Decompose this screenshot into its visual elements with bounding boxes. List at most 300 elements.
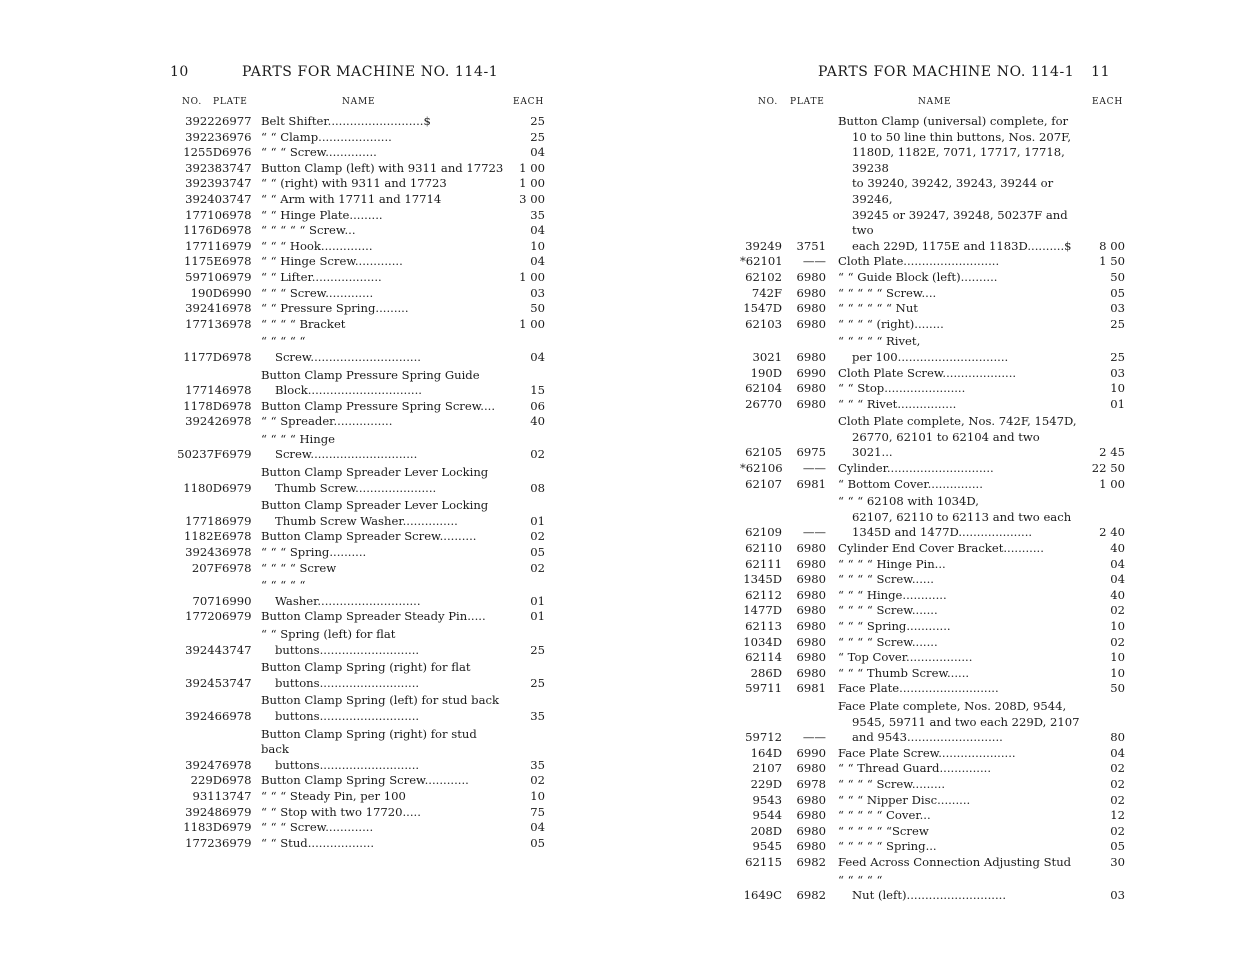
unit-price: 04 — [530, 254, 545, 269]
unit-price: 10 — [1110, 381, 1125, 396]
part-name-line: “ “ “ Screw............. — [261, 820, 374, 835]
part-name — [838, 808, 1083, 824]
part-number: 1175E — [184, 254, 222, 269]
unit-price: 04 — [530, 820, 545, 835]
part-number: 742F — [751, 285, 782, 300]
table-row — [740, 317, 1130, 333]
column-header-no: NO. — [758, 97, 778, 107]
part-name — [261, 578, 505, 609]
part-name-line: “ “ Spreader................ — [261, 414, 393, 429]
part-name — [838, 477, 1083, 493]
part-number: 7071 — [192, 593, 222, 608]
plate-number: 6978 — [222, 773, 252, 788]
plate-number: 6979 — [222, 609, 252, 624]
part-name-line: “ “ “ “ “ Screw... — [261, 223, 356, 238]
unit-price: 1 00 — [519, 269, 545, 284]
unit-price: 02 — [530, 560, 545, 575]
part-name — [261, 399, 505, 415]
part-number: 1176D — [183, 223, 222, 238]
part-number: 62110 — [745, 541, 782, 556]
part-name-line: “ “ Stop with two 17720..... — [261, 804, 421, 819]
part-name — [838, 366, 1083, 382]
part-name-line: “ “ “ Steady Pin, per 100 — [261, 788, 406, 803]
plate-number: 6980 — [796, 381, 826, 396]
plate-number: 6980 — [796, 316, 826, 331]
part-number: 39223 — [185, 129, 222, 144]
table-row — [740, 381, 1130, 397]
part-number: 17718 — [185, 513, 222, 528]
page-number: 11 — [1091, 64, 1110, 80]
part-number: 9543 — [752, 792, 782, 807]
part-name-line: “ “ “ Hinge............ — [838, 587, 947, 602]
part-name — [838, 588, 1083, 604]
table-row — [740, 635, 1130, 651]
table-row — [160, 660, 560, 691]
table-row — [740, 286, 1130, 302]
unit-price: 25 — [1110, 349, 1125, 364]
part-name-line: “ Top Cover.................. — [838, 650, 973, 665]
unit-price: 25 — [1110, 316, 1125, 331]
unit-price: 04 — [530, 223, 545, 238]
unit-price: 02 — [1110, 823, 1125, 838]
part-number: 39222 — [185, 114, 222, 128]
unit-price: 06 — [530, 398, 545, 413]
unit-price: 01 — [530, 609, 545, 624]
part-name-line: “ “ “ “ (right)........ — [838, 316, 944, 331]
part-name — [261, 465, 505, 496]
part-name — [838, 461, 1083, 477]
table-row — [740, 603, 1130, 619]
part-name — [261, 805, 505, 821]
table-row — [740, 619, 1130, 635]
plate-number: 6980 — [796, 301, 826, 316]
plate-number: 6978 — [222, 349, 252, 364]
part-name-line: “ “ “ “ Bracket — [261, 316, 346, 331]
part-number: 190D — [750, 365, 782, 380]
plate-number: 6990 — [796, 365, 826, 380]
table-row — [160, 192, 560, 208]
unit-price: 8 00 — [1099, 238, 1125, 253]
part-name — [261, 727, 505, 774]
table-row — [160, 254, 560, 270]
part-number: 39239 — [185, 176, 222, 191]
part-name — [838, 254, 1083, 270]
unit-price: 75 — [530, 804, 545, 819]
table-row — [740, 397, 1130, 413]
unit-price: 03 — [1110, 301, 1125, 316]
plate-number: 6978 — [222, 757, 252, 772]
table-row — [160, 545, 560, 561]
plate-number: 6980 — [796, 634, 826, 649]
table-row — [160, 286, 560, 302]
part-name — [838, 114, 1083, 254]
unit-price: 03 — [1110, 888, 1125, 903]
part-name-line: per 100.............................. — [852, 349, 1009, 364]
part-name — [261, 836, 505, 852]
part-name — [838, 557, 1083, 573]
part-name-line: Cylinder............................. — [838, 461, 994, 476]
unit-price: 40 — [1110, 541, 1125, 556]
table-row — [160, 239, 560, 255]
plate-number: 6979 — [222, 480, 252, 495]
part-number: 2107 — [752, 761, 782, 776]
table-row — [160, 270, 560, 286]
part-name — [261, 498, 505, 529]
part-name — [261, 208, 505, 224]
part-name-line: 10 to 50 line thin buttons, Nos. 207F, — [852, 129, 1072, 144]
unit-price: 02 — [1110, 792, 1125, 807]
part-name — [261, 317, 505, 333]
unit-price: 25 — [530, 114, 545, 128]
part-name — [261, 254, 505, 270]
part-name-line: each 229D, 1175E and 1183D..........$ — [852, 238, 1072, 253]
part-name-line: “ “ “ “ “ “Screw — [838, 823, 929, 838]
part-number: 59711 — [745, 681, 782, 696]
page-header — [740, 60, 1130, 82]
part-number: 164D — [750, 745, 782, 760]
table-row — [740, 301, 1130, 317]
part-name — [838, 414, 1083, 461]
part-name — [261, 270, 505, 286]
plate-number: 3747 — [222, 191, 252, 206]
unit-price: 05 — [1110, 839, 1125, 854]
part-name — [261, 223, 505, 239]
part-name-line: 62107, 62110 to 62113 and two each — [852, 509, 1072, 524]
unit-price: 01 — [1110, 396, 1125, 411]
part-name — [838, 286, 1083, 302]
unit-price: 3 00 — [519, 191, 545, 206]
unit-price: 40 — [1110, 587, 1125, 602]
part-name-line: “ “ Clamp.................... — [261, 129, 392, 144]
part-name-line: 39245 or 39247, 39248, 50237F and two — [852, 207, 1068, 238]
plate-number: 6977 — [222, 114, 252, 128]
part-number: 39246 — [185, 708, 222, 723]
part-number: 9311 — [192, 788, 222, 803]
unit-price: 12 — [1110, 808, 1125, 823]
table-row — [740, 761, 1130, 777]
unit-price: 02 — [1110, 603, 1125, 618]
part-name — [261, 529, 505, 545]
part-number: 1649C — [743, 888, 782, 903]
plate-number: 6980 — [796, 792, 826, 807]
unit-price: 03 — [530, 285, 545, 300]
unit-price: 1 00 — [519, 176, 545, 191]
part-number: 39244 — [185, 642, 222, 657]
plate-number: 6979 — [222, 269, 252, 284]
part-name — [261, 286, 505, 302]
part-name — [838, 334, 1083, 365]
part-name-line: “ “ “ Nipper Disc......... — [838, 792, 971, 807]
part-name — [261, 660, 505, 691]
part-number: 62112 — [745, 587, 782, 602]
unit-price: 80 — [1110, 730, 1125, 745]
unit-price: 50 — [1110, 269, 1125, 284]
part-name-line: “ Bottom Cover............... — [838, 476, 983, 491]
plate-number: 6980 — [796, 808, 826, 823]
part-name-line: “ “ Stop...................... — [838, 381, 966, 396]
part-number: 207F — [191, 560, 222, 575]
table-row — [740, 114, 1130, 254]
part-name — [838, 619, 1083, 635]
part-name-line: “ “ “ “ Screw...... — [838, 572, 934, 587]
plate-number: —— — [802, 525, 826, 540]
table-row — [160, 114, 560, 130]
plate-number: 6980 — [796, 619, 826, 633]
plate-number: 6978 — [222, 560, 252, 575]
part-name-line: Button Clamp Spreader Lever Locking — [261, 498, 489, 513]
table-row — [160, 836, 560, 852]
unit-price: 02 — [530, 447, 545, 462]
part-name — [261, 627, 505, 658]
unit-price: 01 — [530, 513, 545, 528]
part-number: *62101 — [740, 254, 783, 269]
plate-number: 6980 — [796, 650, 826, 665]
part-number: 1477D — [743, 603, 782, 618]
plate-number: 6975 — [796, 445, 826, 460]
table-row — [740, 873, 1130, 904]
part-name-line: Thumb Screw...................... — [275, 480, 437, 495]
unit-price: 04 — [1110, 745, 1125, 760]
part-number: 17714 — [185, 383, 222, 398]
part-name-line: Face Plate........................... — [838, 681, 999, 696]
part-name-line: Nut (left)........................... — [852, 888, 1007, 903]
part-name — [838, 635, 1083, 651]
part-number: 1255D — [183, 145, 222, 160]
part-name-line: Belt Shifter..........................$ — [261, 114, 431, 128]
plate-number: 6976 — [222, 129, 252, 144]
table-row — [160, 609, 560, 625]
part-name — [838, 572, 1083, 588]
table-row — [160, 130, 560, 146]
plate-number: 6980 — [796, 349, 826, 364]
column-headers — [160, 97, 560, 111]
table-row — [160, 820, 560, 836]
part-number: 1178D — [183, 398, 222, 413]
part-name-line: Thumb Screw Washer............... — [275, 513, 458, 528]
column-header-plate: PLATE — [213, 97, 248, 107]
part-name — [838, 650, 1083, 666]
table-row — [740, 477, 1130, 493]
part-number: 26770 — [745, 396, 782, 411]
part-name — [261, 239, 505, 255]
table-row — [740, 541, 1130, 557]
parts-list — [740, 114, 1130, 904]
right-page — [740, 0, 1130, 954]
part-name — [838, 839, 1083, 855]
part-name — [261, 693, 505, 724]
part-number: 17711 — [185, 238, 222, 253]
part-number: 1177D — [183, 349, 222, 364]
part-name-line: “ “ Guide Block (left).......... — [838, 269, 998, 284]
part-name-line: buttons........................... — [275, 757, 420, 772]
plate-number: 6990 — [222, 593, 252, 608]
part-number: 229D — [750, 776, 782, 791]
plate-number: 6980 — [796, 603, 826, 618]
part-name — [261, 145, 505, 161]
plate-number: 6990 — [796, 745, 826, 760]
part-name-line: Button Clamp Spring (left) for stud back — [261, 693, 500, 708]
part-name-line: “ “ “ “ “ — [261, 578, 306, 593]
part-number: 9545 — [752, 839, 782, 854]
unit-price: 08 — [530, 480, 545, 495]
page-title: PARTS FOR MACHINE NO. 114-1 — [242, 64, 499, 80]
part-number: 1547D — [743, 301, 782, 316]
plate-number: 6980 — [796, 285, 826, 300]
part-number: 3021 — [752, 349, 782, 364]
table-row — [740, 793, 1130, 809]
unit-price: 25 — [530, 642, 545, 657]
part-name-line: Screw.............................. — [275, 349, 421, 364]
part-name-line: Button Clamp Spring (right) for flat — [261, 660, 471, 675]
table-row — [740, 777, 1130, 793]
unit-price: 04 — [1110, 556, 1125, 571]
part-number: 62104 — [745, 381, 782, 396]
plate-number: —— — [802, 461, 826, 476]
part-number: 17713 — [185, 316, 222, 331]
table-row — [740, 839, 1130, 855]
unit-price: 05 — [530, 835, 545, 850]
part-name — [261, 545, 505, 561]
unit-price: 02 — [1110, 761, 1125, 776]
part-name-line: “ “ Arm with 17711 and 17714 — [261, 191, 442, 206]
part-name-line: “ “ “ “ “ Rivet, — [838, 334, 921, 349]
unit-price: 30 — [1110, 854, 1125, 869]
column-header-plate: PLATE — [790, 97, 825, 107]
plate-number: 6978 — [222, 383, 252, 398]
part-name — [838, 873, 1083, 904]
plate-number: 6978 — [222, 414, 252, 429]
part-name-line: Face Plate Screw..................... — [838, 745, 1016, 760]
plate-number: 6978 — [222, 398, 252, 413]
part-name-line: Button Clamp Pressure Spring Guide — [261, 367, 480, 382]
unit-price: 10 — [1110, 619, 1125, 633]
part-number: 9544 — [752, 808, 782, 823]
part-name-line: “ “ “ “ “ Cover... — [838, 808, 931, 823]
part-name — [838, 777, 1083, 793]
plate-number: 6978 — [222, 223, 252, 238]
part-number: *62106 — [740, 461, 783, 476]
plate-number: 6980 — [796, 269, 826, 284]
table-row — [160, 529, 560, 545]
plate-number: 6976 — [222, 145, 252, 160]
part-number: 62109 — [745, 525, 782, 540]
part-name-line: “ “ “ Thumb Screw...... — [838, 665, 970, 680]
table-row — [160, 176, 560, 192]
part-number: 39245 — [185, 675, 222, 690]
part-name-line: Button Clamp Spreader Lever Locking — [261, 465, 489, 480]
part-number: 62107 — [745, 476, 782, 491]
plate-number: 6980 — [796, 839, 826, 854]
table-row — [160, 693, 560, 724]
part-name-line: Button Clamp (left) with 9311 and 17723 — [261, 160, 504, 175]
plate-number: 6978 — [222, 207, 252, 222]
table-row — [160, 334, 560, 365]
plate-number: 3751 — [796, 238, 826, 253]
plate-number: 6980 — [796, 556, 826, 571]
part-number: 1345D — [743, 572, 782, 587]
part-name — [261, 414, 505, 430]
unit-price: 15 — [530, 383, 545, 398]
plate-number: 6979 — [222, 513, 252, 528]
table-row — [160, 727, 560, 774]
unit-price: 03 — [1110, 365, 1125, 380]
part-name — [838, 793, 1083, 809]
plate-number: 6981 — [796, 681, 826, 696]
part-name-line: “ “ “ 62108 with 1034D, — [838, 494, 979, 509]
part-number: 62115 — [745, 854, 782, 869]
part-name — [838, 855, 1083, 871]
unit-price: 50 — [530, 301, 545, 316]
plate-number: 6978 — [222, 316, 252, 331]
part-name — [838, 824, 1083, 840]
part-name-line: “ “ “ “ Hinge — [261, 431, 336, 446]
unit-price: 10 — [1110, 665, 1125, 680]
table-row — [160, 561, 560, 577]
part-name-line: “ “ Pressure Spring......... — [261, 301, 409, 316]
table-row — [740, 557, 1130, 573]
part-name-line: “ “ “ Hook.............. — [261, 238, 373, 253]
column-header-no: NO. — [182, 97, 202, 107]
column-headers — [740, 97, 1130, 111]
unit-price: 2 45 — [1099, 445, 1125, 460]
unit-price: 40 — [530, 414, 545, 429]
unit-price: 05 — [530, 545, 545, 560]
plate-number: —— — [802, 730, 826, 745]
part-name — [261, 334, 505, 365]
part-name-line: Washer............................ — [275, 593, 421, 608]
part-name — [838, 317, 1083, 333]
plate-number: 3747 — [222, 160, 252, 175]
left-page — [160, 0, 560, 954]
table-row — [160, 399, 560, 415]
unit-price: 35 — [530, 708, 545, 723]
part-name-line: “ “ “ “ “ Spring... — [838, 839, 937, 854]
part-number: 17710 — [185, 207, 222, 222]
part-number: 190D — [190, 285, 222, 300]
part-name — [261, 368, 505, 399]
part-name-line: “ “ “ Spring............ — [838, 619, 951, 633]
table-row — [740, 824, 1130, 840]
page-title: PARTS FOR MACHINE NO. 114-1 — [818, 64, 1075, 80]
part-number: 39238 — [185, 160, 222, 175]
page-number: 10 — [170, 64, 189, 80]
unit-price: 02 — [1110, 634, 1125, 649]
table-row — [160, 432, 560, 463]
unit-price: 02 — [530, 773, 545, 788]
table-row — [160, 208, 560, 224]
unit-price: 10 — [530, 788, 545, 803]
unit-price: 01 — [530, 593, 545, 608]
unit-price: 04 — [530, 349, 545, 364]
part-number: 39249 — [745, 238, 782, 253]
part-name-line: “ “ “ “ “ “ Nut — [838, 301, 918, 316]
table-row — [160, 223, 560, 239]
plate-number: 3747 — [222, 675, 252, 690]
table-row — [160, 627, 560, 658]
part-name — [261, 130, 505, 146]
plate-number: 6979 — [222, 447, 252, 462]
part-name-line: 26770, 62101 to 62104 and two 3021... — [852, 429, 1040, 460]
unit-price: 10 — [1110, 650, 1125, 665]
part-name — [838, 494, 1083, 541]
part-number: 39248 — [185, 804, 222, 819]
part-name — [261, 789, 505, 805]
table-row — [160, 145, 560, 161]
table-row — [160, 805, 560, 821]
table-row — [160, 161, 560, 177]
part-name — [838, 603, 1083, 619]
plate-number: 6979 — [222, 820, 252, 835]
